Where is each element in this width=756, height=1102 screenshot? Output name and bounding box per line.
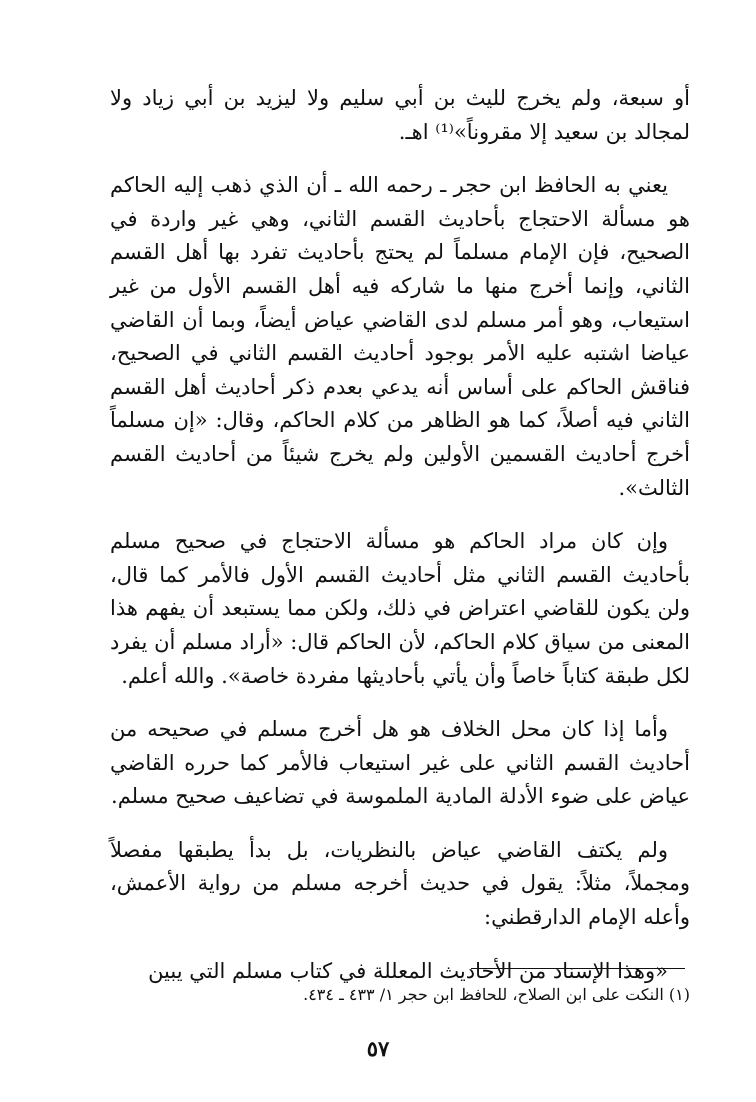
paragraph-5: ولم يكتف القاضي عياض بالنظريات، بل بدأ يطبقها مفصلاً ومجملاً، مثلاً: يقول في حديث أخرجه مسلم من رواية الأعمش، وأعله الإمام الدارقطني: — [110, 837, 690, 930]
paragraph-1: أو سبعة، ولم يخرج لليث بن أبي سليم ولا ليزيد بن أبي زياد ولا لمجالد بن سعيد إلا مقروناً»⁽¹⁾ اهـ. — [110, 86, 690, 144]
footnote-divider — [471, 968, 685, 969]
paragraph-4: وأما إذا كان محل الخلاف هو هل أخرج مسلم في صحيحه من أحاديث القسم الثاني على غير استيعاب فالأمر كما حرره القاضي عياض على ضوء الأدلة المادية الملموسة في تضاعيف صحيح مسلم. — [110, 717, 690, 809]
paragraph-6: «وهذا الإسناد من الأحاديث المعللة في كتاب مسلم التي يبين — [148, 958, 668, 983]
paragraph-3: وإن كان مراد الحاكم هو مسألة الاحتجاج في صحيح مسلم بأحاديث القسم الثاني مثل أحاديث القسم الأول فالأمر كما قال، ولن يكون للقاضي اعتراض في ذلك، ولكن مما يستبعد أن يفهم هذا المعنى من سياق كلام الحاكم، لأن الحاكم قال: «أراد مسلم أن يفرد لكل طبقة كتاباً خاصاً وأن يأتي بأحاديثها مفردة خاصة». والله أعلم. — [109, 529, 690, 688]
paragraph-2: يعني به الحافظ ابن حجر ـ رحمه الله ـ أن الذي ذهب إليه الحاكم هو مسألة الاحتجاج بأحاديث القسم الثاني، وهي غير واردة في الصحيح، فإن الإمام مسلماً لم يحتج بأحاديث تفرد بها أهل القسم الثاني، وإنما أخرج منها ما شاركه فيه أهل القسم الأول من غير استيعاب، وهو أمر مسلم لدى القاضي عياض أيضاً، وبما أن القاضي عياضا اشتبه عليه الأمر بوجود أحاديث القسم الثاني في الصحيح، فناقش الحاكم على أساس أنه يدعي بعدم ذكر أحاديث أهل القسم الثاني فيه أصلاً، كما هو الظاهر من كلام الحاكم، وقال: «إن مسلماً أخرج أحاديث القسمين الأولين ولم يخرج شيئاً من أحاديث القسم الثالث». — [110, 173, 690, 500]
page-number: ٥٧ — [366, 1036, 390, 1061]
main-text — [110, 82, 690, 1008]
footnote: (١) النكت على ابن الصلاح، للحافظ ابن حجر ١/ ٤٣٣ ـ ٤٣٤. — [303, 985, 690, 1004]
